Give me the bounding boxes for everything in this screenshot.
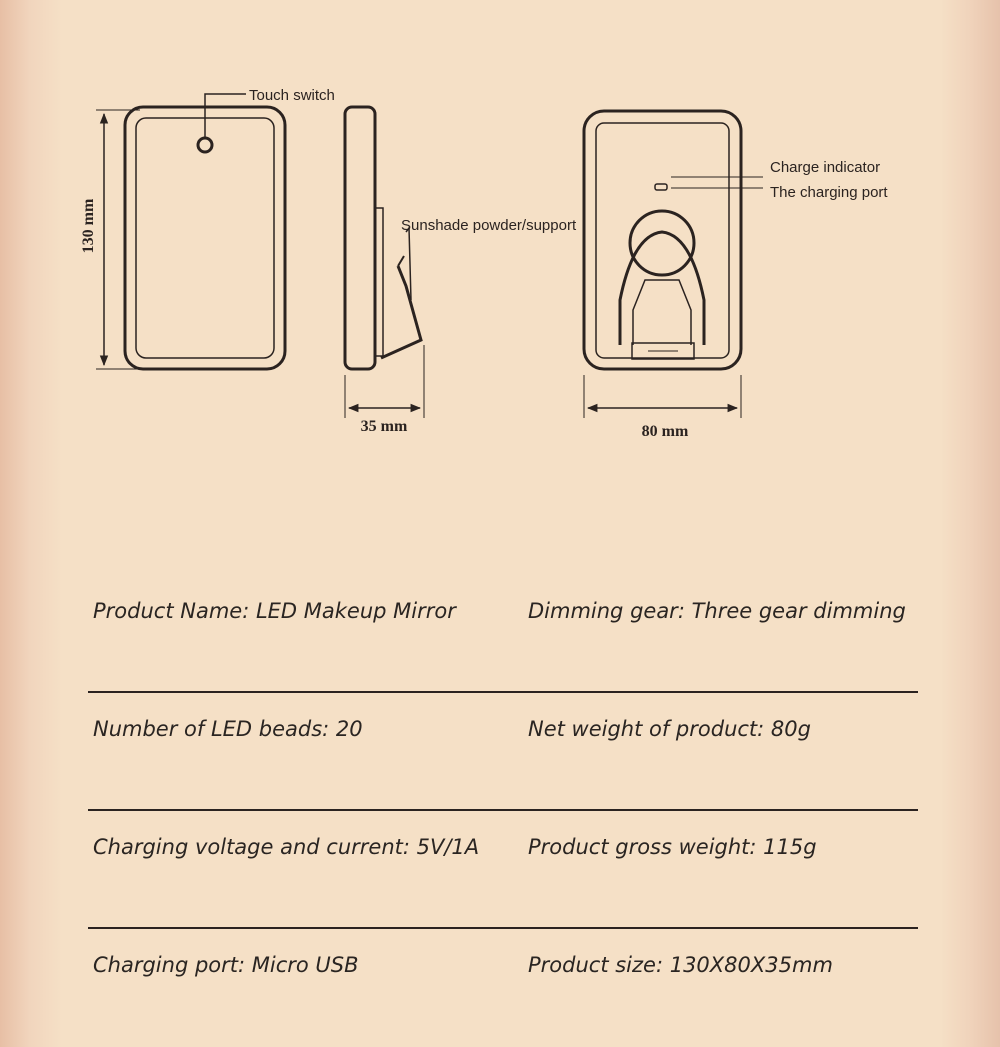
spec-charging-port: Charging port: Micro USB [93, 953, 359, 977]
spec-row [88, 693, 918, 811]
sunshade-support-label: Sunshade powder/support [401, 217, 577, 234]
charging-port-label: The charging port [770, 184, 888, 201]
charging-port-icon [655, 184, 667, 190]
spec-product-size: Product size: 130X80X35mm [528, 953, 833, 977]
spec-row [88, 575, 918, 693]
height-dimension-label: 130 mm [80, 198, 97, 254]
spec-net-weight: Net weight of product: 80g [528, 717, 811, 741]
product-dimension-diagram [0, 0, 1000, 500]
touch-switch-label: Touch switch [249, 87, 335, 104]
side-view [345, 107, 424, 418]
spec-table [88, 575, 918, 1047]
front-view [96, 94, 285, 369]
spec-row [88, 811, 918, 929]
spec-dimming-gear: Dimming gear: Three gear dimming [528, 599, 906, 623]
charge-indicator-label: Charge indicator [770, 159, 881, 176]
depth-dimension-label: 35 mm [360, 418, 408, 435]
back-view [584, 111, 763, 418]
spec-charging-voltage: Charging voltage and current: 5V/1A [93, 835, 480, 859]
spec-gross-weight: Product gross weight: 115g [528, 835, 817, 859]
spec-product-name: Product Name: LED Makeup Mirror [93, 599, 456, 623]
spec-led-beads: Number of LED beads: 20 [93, 717, 363, 741]
spec-row [88, 929, 918, 1047]
touch-switch-icon [198, 138, 212, 152]
width-dimension-label: 80 mm [641, 423, 689, 440]
